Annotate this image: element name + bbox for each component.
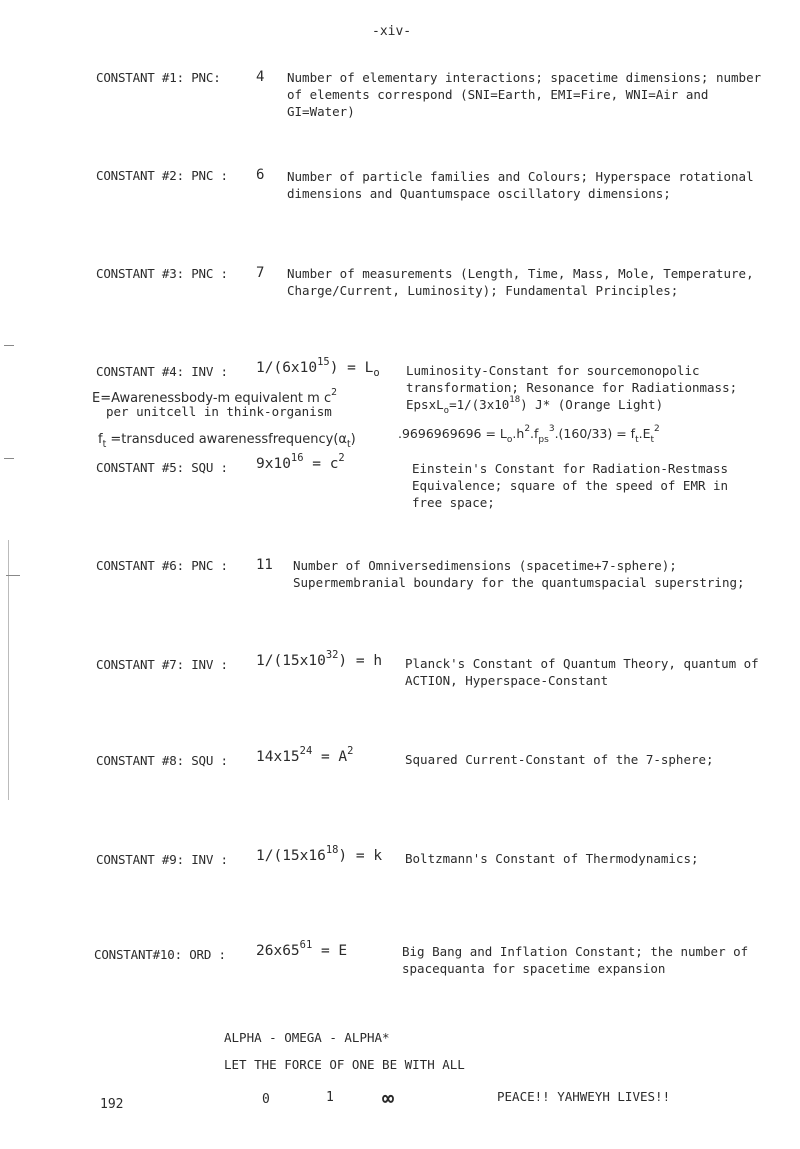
constant-1-description: Number of elementary interactions; spacetime dimensions; number of elements correspond (SNI=Earth, EMI=Fire, WNI=Air and GI=Water): [287, 70, 762, 119]
constant-5-label: CONSTANT #5: SQU :: [96, 460, 228, 475]
scan-mark: [8, 540, 9, 800]
constant-9-label: CONSTANT #9: INV :: [96, 852, 228, 867]
scan-mark: [4, 458, 14, 459]
constant-3-description: Number of measurements (Length, Time, Mass, Mole, Temperature, Charge/Current, Luminosity); Fundamental Principles;: [287, 266, 754, 298]
constant-8-label: CONSTANT #8: SQU :: [96, 753, 228, 768]
constant-1-value: 4: [256, 69, 265, 85]
constant-10-label: CONSTANT#10: ORD :: [94, 947, 226, 962]
constant-8-description: Squared Current-Constant of the 7-sphere;: [405, 752, 714, 767]
constant-2-label: CONSTANT #2: PNC :: [96, 168, 228, 183]
constant-1-label: CONSTANT #1: PNC:: [96, 70, 221, 85]
constant-9-description: Boltzmann's Constant of Thermodynamics;: [405, 851, 699, 866]
constant-3-label: CONSTANT #3: PNC :: [96, 266, 228, 281]
page-number: 192: [100, 1097, 124, 1112]
footer-peace-line: PEACE!! YAHWEYH LIVES!!: [497, 1089, 671, 1104]
constant-2-value: 6: [256, 167, 265, 183]
constant-4-description: Luminosity-Constant for sourcemonopolic transformation; Resonance for Radiationmass; $EpsxL_o=1/(3x10^{18})$ J* (Orange Light): [406, 363, 738, 416]
constant-4-label: CONSTANT #4: INV :: [96, 364, 228, 379]
footer-force-line: LET THE FORCE OF ONE BE WITH ALL: [224, 1057, 465, 1072]
constant-5-formula: $9x10^{16} = c^2$: [256, 452, 345, 472]
constant-7-formula: $1/(15x10^{32}) = h$: [256, 649, 383, 669]
constant-4-formula: $1/(6x10^{15}) = L_o$: [256, 356, 380, 379]
scan-mark: [4, 345, 14, 346]
constant-3-value: 7: [256, 265, 265, 281]
constant-6-label: CONSTANT #6: PNC :: [96, 558, 228, 573]
constant-8-formula: $14x15^{24} = A^2$: [256, 745, 354, 765]
page-roman-numeral: -xiv-: [372, 24, 412, 39]
handwritten-awarenessbody-line: E=Awarenessbody-m equivalent m $c^2$: [92, 387, 338, 406]
handwritten-equation: $.9696969696 = L_o.h^2.f_{ps}^3.(160/33) = f_t.E_t^2$: [398, 424, 660, 445]
infinity-symbol: ∞: [382, 1086, 395, 1110]
footer-alpha-omega: ALPHA - OMEGA - ALPHA*: [224, 1030, 390, 1045]
handwritten-frequency-line: $f_t$ =transduced $awarenessfrequency(\alpha_t)$: [98, 432, 356, 450]
constant-5-description: Einstein's Constant for Radiation-Restmass Equivalence; square of the speed of EMR in free space;: [412, 461, 729, 510]
constant-10-description: Big Bang and Inflation Constant; the number of spacequanta for spacetime expansion: [402, 944, 749, 976]
handwritten-unitcell-line: per unitcell in think-organism: [106, 404, 332, 419]
constant-6-value: 11: [256, 557, 273, 573]
constant-10-formula: $26x65^{61} = E$: [256, 939, 348, 959]
constant-7-label: CONSTANT #7: INV :: [96, 657, 228, 672]
constant-2-description: Number of particle families and Colours; Hyperspace rotational dimensions and Quantumspace oscillatory dimensions;: [287, 169, 754, 201]
constant-6-description: Number of Omniversedimensions (spacetime+7-sphere); Supermembranial boundary for the quantumspacial superstring;: [293, 558, 745, 590]
scan-mark: [6, 575, 20, 576]
footer-one: 1: [326, 1090, 334, 1105]
constant-7-description: Planck's Constant of Quantum Theory, quantum of ACTION, Hyperspace-Constant: [405, 656, 759, 688]
footer-zero: 0: [262, 1092, 270, 1107]
constant-9-formula: $1/(15x16^{18}) = k$: [256, 844, 383, 864]
